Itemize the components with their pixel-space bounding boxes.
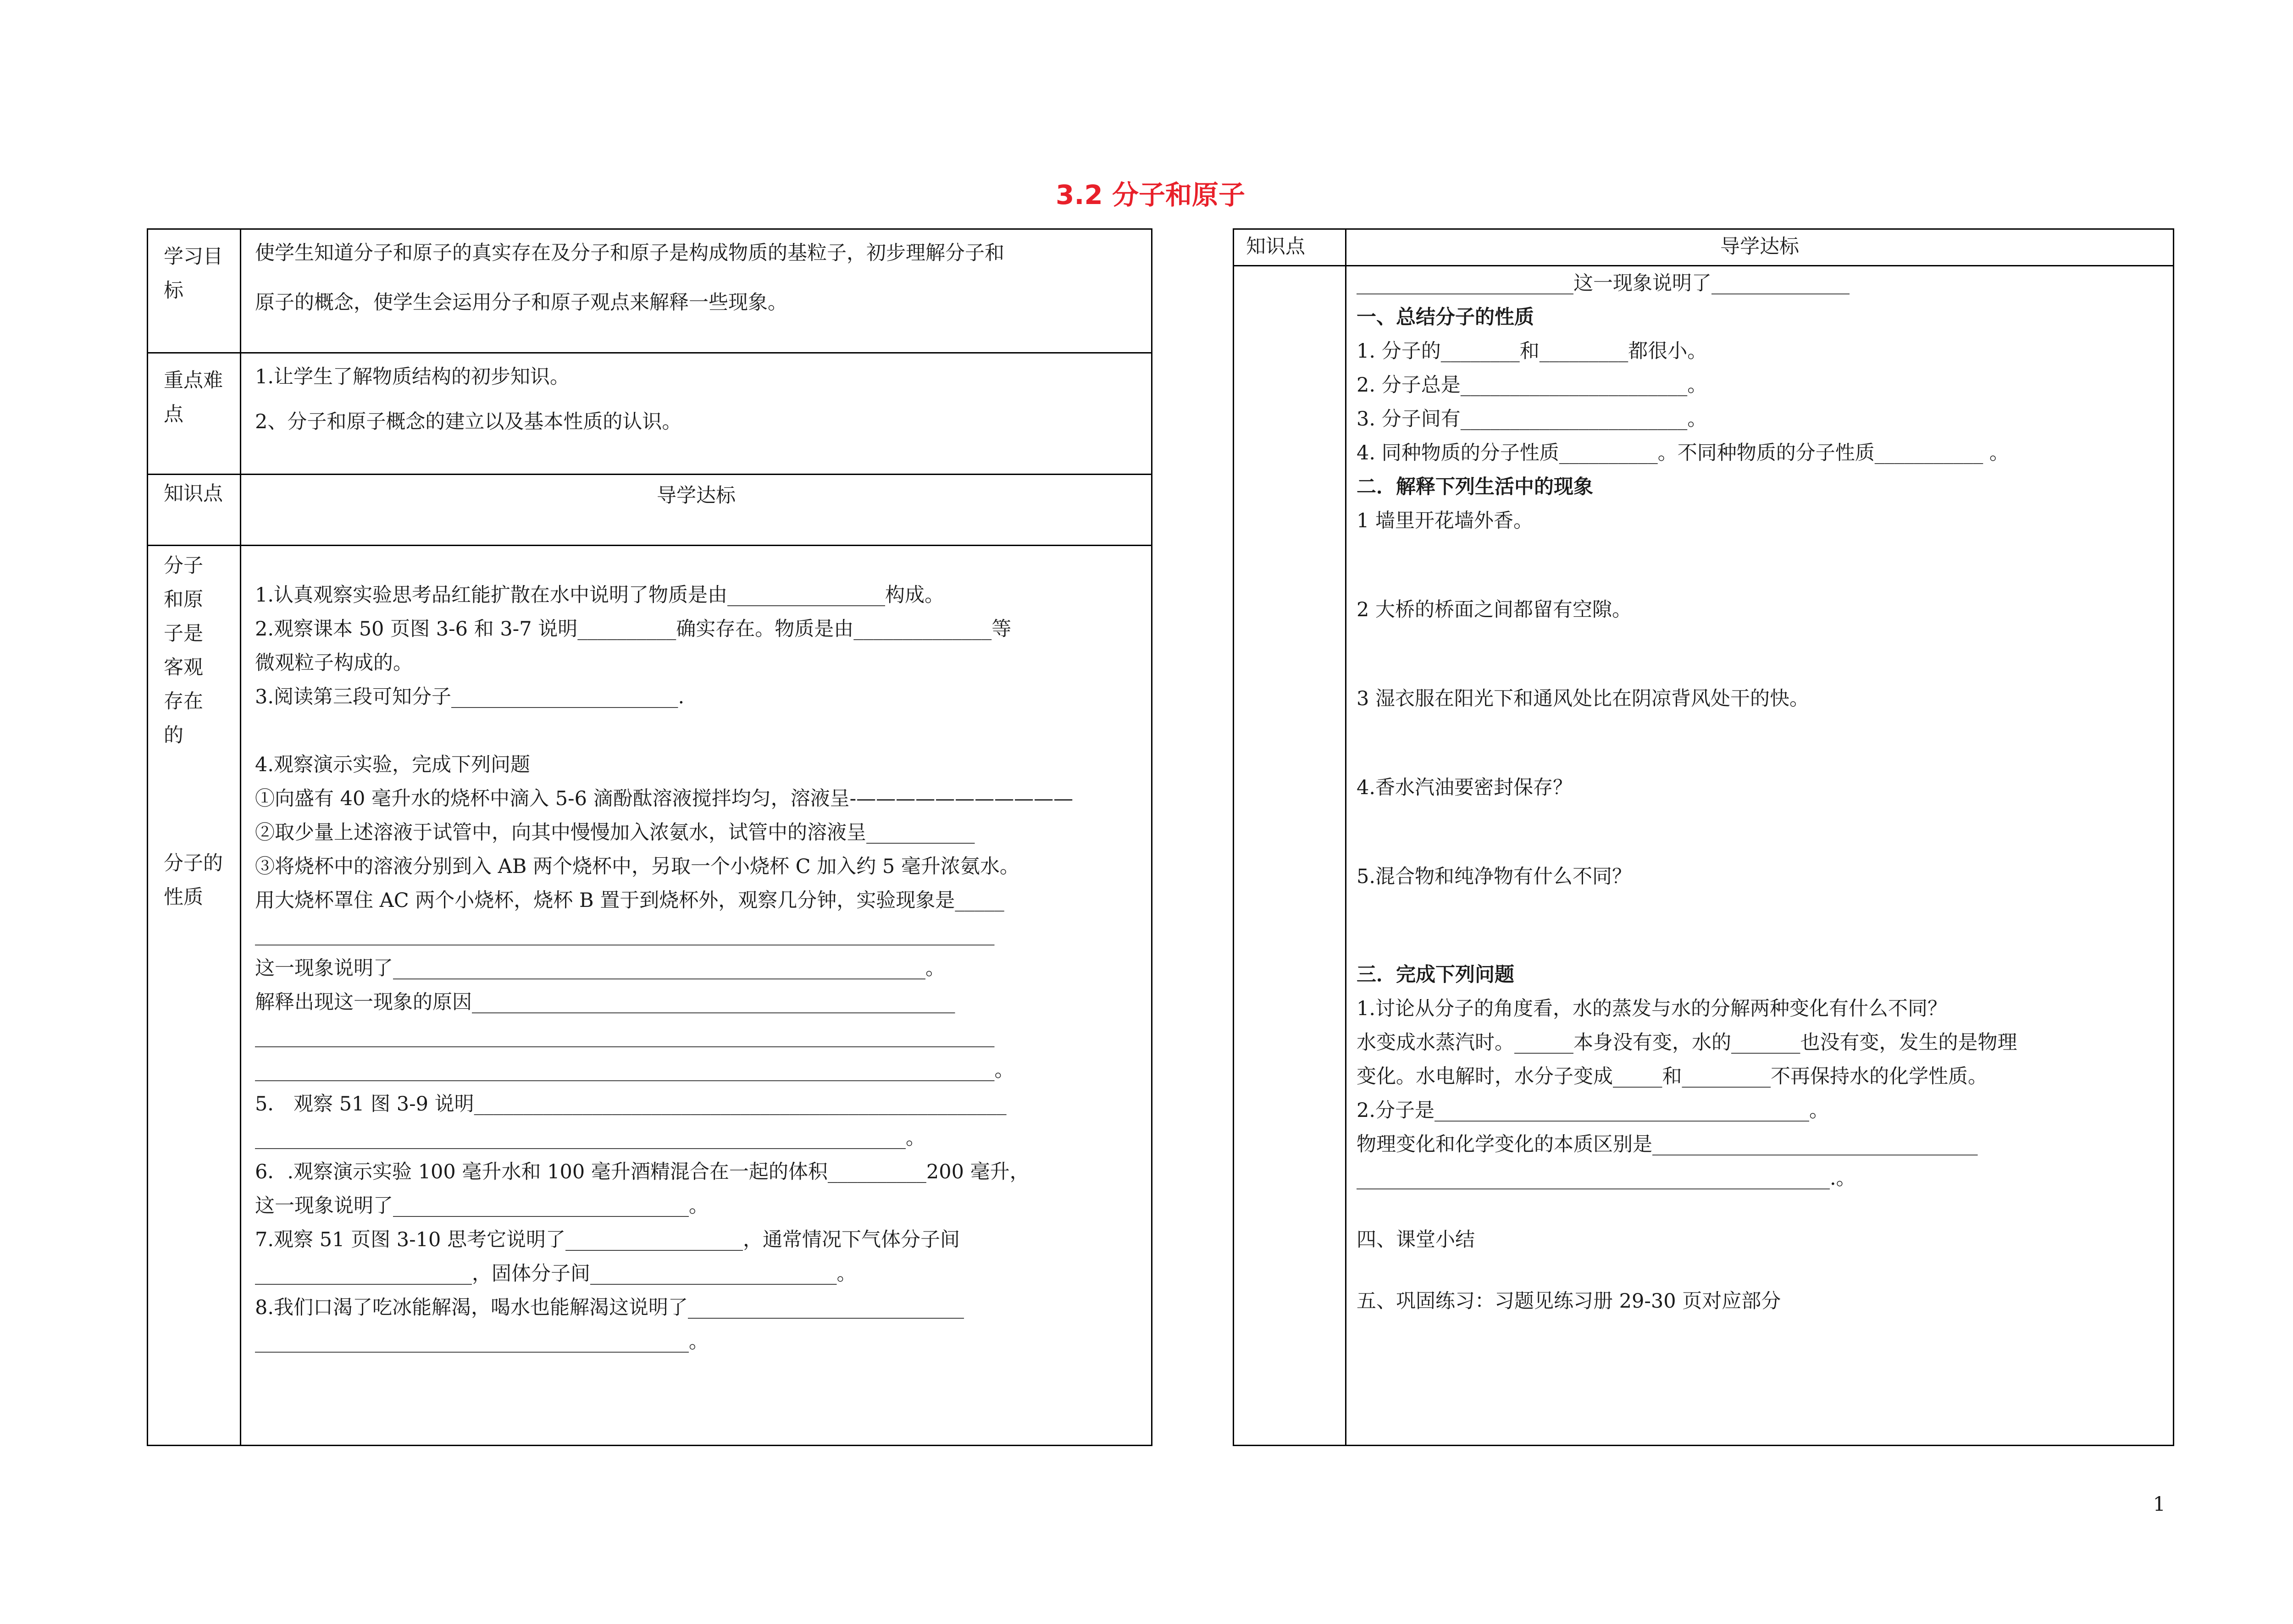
section2-item: 3 湿衣服在阳光下和通风处比在阴凉背风处干的快。 xyxy=(1357,687,1810,710)
right-content-row xyxy=(1234,266,2174,1446)
section1-title: 一、总结分子的性质 xyxy=(1357,306,1534,329)
guide-header: 导学达标 xyxy=(241,475,1152,546)
q6-explain: 这一现象说明了______________________________。 xyxy=(255,1194,709,1217)
objectives-line: 原子的概念，使学生会运用分子和原子观点来解释一些现象。 xyxy=(255,291,787,314)
keypoints-label: 重点难点 xyxy=(148,353,241,475)
section2-item: 2 大桥的桥面之间都留有空隙。 xyxy=(1357,598,1632,621)
q8: 8.我们口渴了吃冰能解渴，喝水也能解渴这说明了____________________________ xyxy=(255,1296,964,1319)
keypoints-line: 2、分子和原子概念的建立以及基本性质的认识。 xyxy=(255,410,682,433)
section1-item: 4. 同种物质的分子性质__________。不同种物质的分子性质___________ 。 xyxy=(1357,442,2009,464)
keypoints-line: 1.让学生了解物质结构的初步知识。 xyxy=(255,365,570,388)
q7: 7.观察 51 页图 3-10 思考它说明了__________________，通常情况下气体分子间 xyxy=(255,1228,960,1251)
q4-3b: 用大烧杯罩住 AC 两个小烧杯，烧杯 B 置于到烧杯外，观察几分钟，实验现象是_____ xyxy=(255,889,1004,912)
section3-line: 1.讨论从分子的角度看，水的蒸发与水的分解两种变化有什么不同？ xyxy=(1357,997,1948,1020)
q4-1: ①向盛有 40 毫升水的烧杯中滴入 5-6 滴酚酞溶液搅拌均匀，溶液呈-——————————— xyxy=(255,787,1074,810)
q5: 5． 观察 51 图 3-9 说明______________________________________________________ xyxy=(255,1093,1007,1116)
right-guide-table xyxy=(1233,228,2174,1446)
section1-item: 1. 分子的________和_________都很小。 xyxy=(1357,340,1707,363)
section3-line: 水变成水蒸汽时。______本身没有变，水的_______也没有变，发生的是物理 xyxy=(1357,1031,2017,1054)
q4-explain: 这一现象说明了______________________________________________________。 xyxy=(255,957,945,980)
right-knowledge-empty xyxy=(1234,266,1346,1446)
right-guide-header: 导学达标 xyxy=(1346,229,2174,266)
section2-title: 二．解释下列生活中的现象 xyxy=(1357,475,1593,498)
q4-reason-blank: ___________________________________________________________________________ xyxy=(255,1025,995,1048)
knowledge-label-properties: 分子的性质 xyxy=(164,852,223,909)
q2: 2.观察课本 50 页图 3-6 和 3-7 说明__________确实存在。物质是由______________等 xyxy=(255,618,1012,641)
q8-blank: ____________________________________________。 xyxy=(255,1330,709,1353)
q4-2: ②取少量上述溶液于试管中，向其中慢慢加入浓氨水，试管中的溶液呈___________ xyxy=(255,821,975,844)
knowledge-label-existence: 分子和原子是客观存在的 xyxy=(164,554,203,747)
left-guide-table xyxy=(147,228,1152,1446)
guide-content xyxy=(241,546,1152,1446)
section5-title: 五、巩固练习：习题见练习册 29-30 页对应部分 xyxy=(1357,1290,1781,1313)
section3-line: 2.分子是______________________________________。 xyxy=(1357,1099,1829,1122)
right-header-row xyxy=(1234,229,2174,266)
q7-cont: ______________________，固体分子间_________________________。 xyxy=(255,1262,857,1285)
q2-cont: 微观粒子构成的。 xyxy=(255,652,413,674)
section3-line: ________________________________________________.。 xyxy=(1357,1167,1856,1190)
q4-reason: 解释出现这一现象的原因_________________________________________________ xyxy=(255,991,955,1014)
section3-title: 三．完成下列问题 xyxy=(1357,963,1514,986)
section1-item: 3. 分子间有_______________________。 xyxy=(1357,408,1707,431)
q4-reason-blank2: ___________________________________________________________________________。 xyxy=(255,1059,1014,1082)
keypoints-row xyxy=(148,353,1152,475)
section4-title: 四、课堂小结 xyxy=(1357,1228,1475,1251)
section2-item: 1 墙里开花墙外香。 xyxy=(1357,509,1534,532)
objectives-row xyxy=(148,229,1152,353)
q1: 1.认真观察实验思考品红能扩散在水中说明了物质是由________________构成。 xyxy=(255,584,945,607)
content-row xyxy=(148,546,1152,1446)
knowledge-labels xyxy=(148,546,241,1446)
q6: 6．.观察演示实验 100 毫升水和 100 毫升酒精混合在一起的体积__________200 毫升， xyxy=(255,1160,1030,1183)
header-row xyxy=(148,475,1152,546)
spacer xyxy=(255,714,1146,748)
q4-3: ③将烧杯中的溶液分别到入 AB 两个烧杯中，另取一个小烧杯 C 加入约 5 毫升浓氨水。 xyxy=(255,855,1019,878)
keypoints-text xyxy=(241,353,1152,475)
objectives-text xyxy=(241,229,1152,353)
right-top-line: ______________________这一现象说明了______________ xyxy=(1357,272,1850,295)
q4-blank: ___________________________________________________________________________ xyxy=(255,923,995,946)
objectives-label: 学习目标 xyxy=(148,229,241,353)
section3-line: 物理变化和化学变化的本质区别是_________________________________ xyxy=(1357,1133,1978,1156)
section2-item: 4.香水汽油要密封保存？ xyxy=(1357,776,1573,799)
q3: 3.阅读第三段可知分子_______________________. xyxy=(255,685,685,708)
q5-blank: __________________________________________________________________。 xyxy=(255,1127,925,1149)
knowledge-header: 知识点 xyxy=(148,475,241,546)
section3-line: 变化。水电解时，水分子变成_____和_________不再保持水的化学性质。 xyxy=(1357,1065,1988,1088)
section1-item: 2. 分子总是_______________________。 xyxy=(1357,374,1707,397)
page-title: 3.2 分子和原子 xyxy=(1056,179,1245,210)
page-number: 1 xyxy=(2153,1493,2166,1516)
objectives-line: 使学生知道分子和原子的真实存在及分子和原子是构成物质的基粒子，初步理解分子和 xyxy=(255,242,1004,265)
section2-item: 5.混合物和纯净物有什么不同？ xyxy=(1357,865,1632,888)
right-knowledge-header: 知识点 xyxy=(1234,229,1346,266)
right-guide-content xyxy=(1346,266,2174,1446)
q4: 4.观察演示实验，完成下列问题 xyxy=(255,753,531,776)
